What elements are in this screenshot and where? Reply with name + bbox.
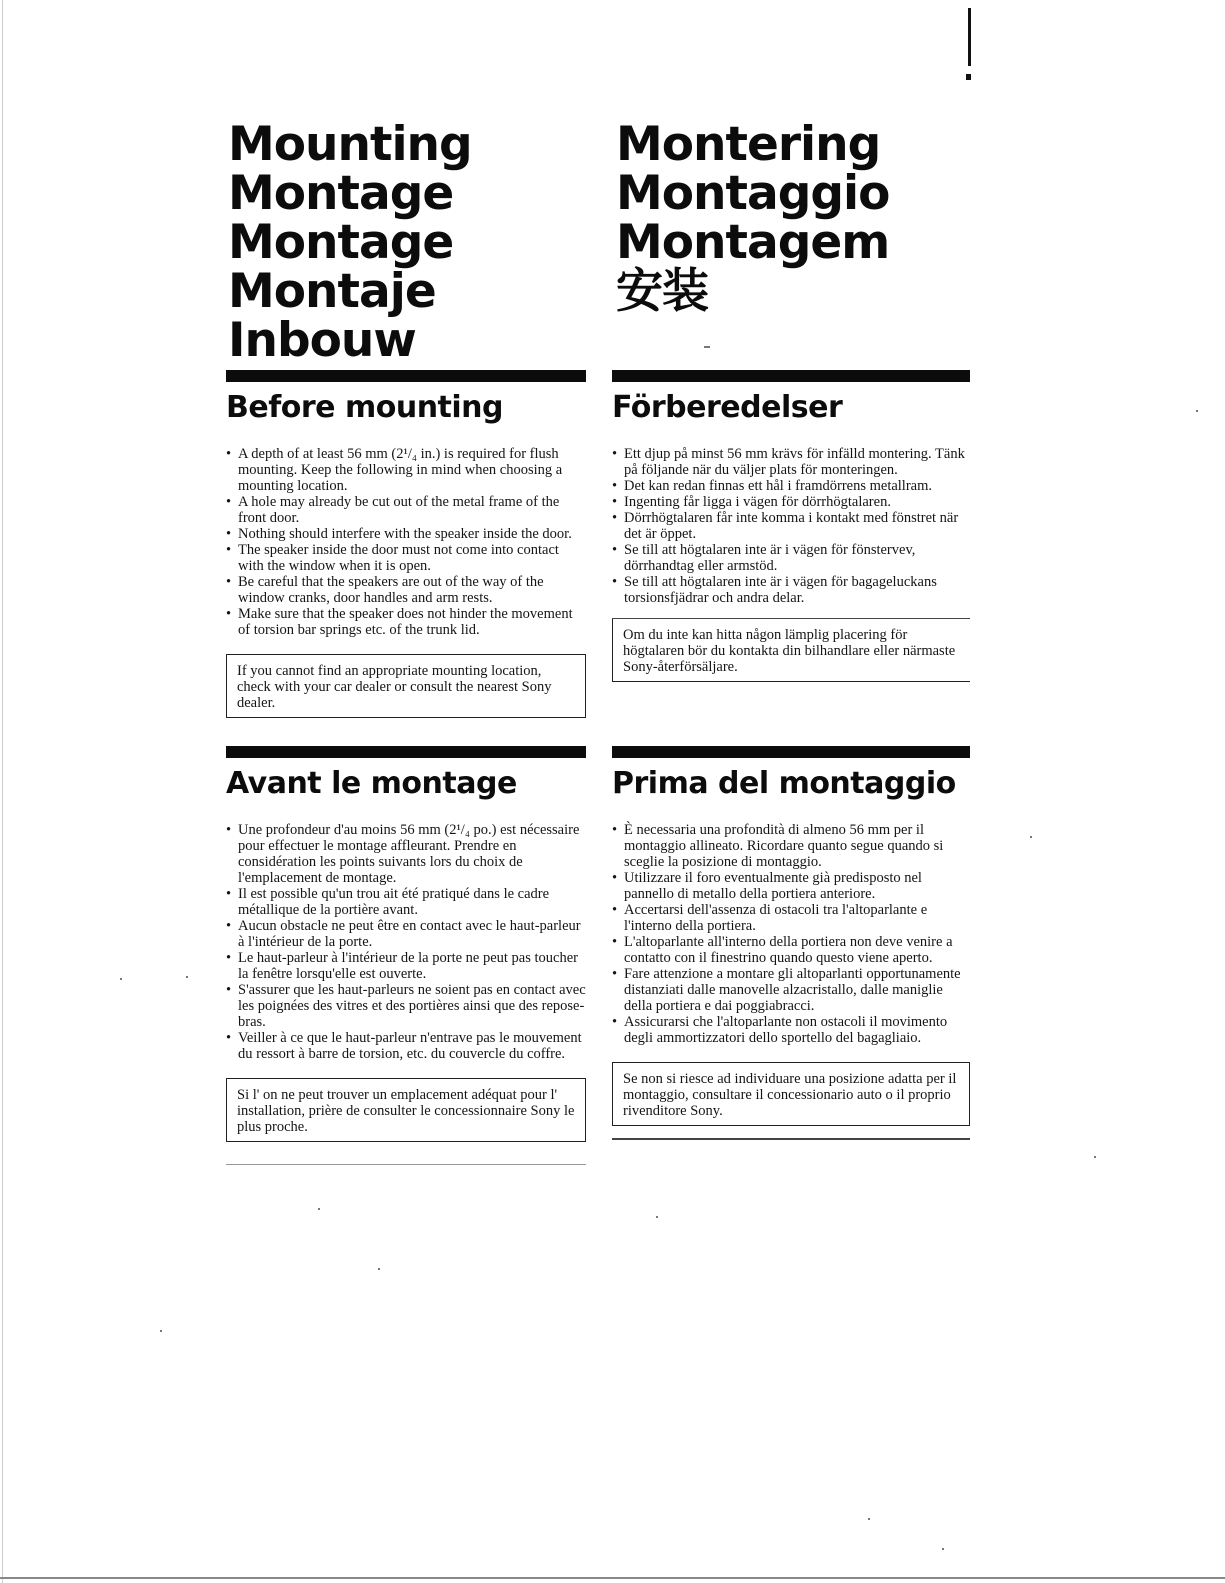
title-list-right — [616, 117, 890, 319]
title-italian: Montaggio — [616, 166, 890, 221]
list-item: • Det kan redan finnas ett hål i framdörrens metallram. — [612, 478, 970, 494]
section-heading: Förberedelser — [612, 390, 843, 425]
list-item: • Be careful that the speakers are out of the way of the window cranks, door handles and arm rests. — [226, 574, 586, 606]
note-box: Se non si riesce ad individuare una posizione adatta per il montaggio, consultare il concessionario auto o il proprio rivenditore Sony. — [612, 1062, 970, 1126]
scan-speck — [1030, 836, 1032, 838]
title-portuguese: Montagem — [616, 215, 890, 270]
list-item: • Accertarsi dell'assenza di ostacoli tra l'altoparlante e l'interno della portiera. — [612, 902, 970, 934]
note-box: If you cannot find an appropriate mounting location, check with your car dealer or consult the nearest Sony dealer. — [226, 654, 586, 718]
scan-speck — [656, 1216, 658, 1218]
scan-speck — [1196, 410, 1198, 412]
section-avant-le-montage — [226, 746, 586, 1165]
title-swedish: Montering — [616, 117, 881, 172]
note-box: Om du inte kan hitta någon lämplig placering för högtalaren bör du kontakta din bilhandlare eller närmaste Sony-återförsäljare. — [612, 619, 970, 682]
title-chinese: 安装 — [616, 264, 708, 319]
scan-speck — [704, 346, 710, 348]
list-item: • Une profondeur d'au moins 56 mm (2¹/₄ po.) est nécessaire pour effectuer le montage affleurant. Prendre en considération les points suivants lors du choix de l'emplacement de montage. — [226, 822, 586, 886]
section-end-rule — [226, 1164, 586, 1165]
list-item: • Se till att högtalaren inte är i vägen för bagageluckans torsionsfjädrar och andra delar. — [612, 574, 970, 606]
scan-bottom-line — [0, 1577, 1225, 1579]
list-item: • Se till att högtalaren inte är i vägen för fönstervev, dörrhandtag eller armstöd. — [612, 542, 970, 574]
section-rule — [226, 746, 586, 758]
list-item: • A hole may already be cut out of the metal frame of the front door. — [226, 494, 586, 526]
list-item: • Assicurarsi che l'altoparlante non ostacoli il movimento degli ammortizzatori dello sportello del bagagliaio. — [612, 1014, 970, 1046]
list-item: • Aucun obstacle ne peut être en contact avec le haut-parleur à l'intérieur de la porte. — [226, 918, 586, 950]
list-item: • Ingenting får ligga i vägen för dörrhögtalaren. — [612, 494, 970, 510]
list-item: • Ett djup på minst 56 mm krävs för infälld montering. Tänk på följande när du väljer plats för monteringen. — [612, 446, 970, 478]
list-item: • Make sure that the speaker does not hinder the movement of torsion bar springs etc. of the trunk lid. — [226, 606, 586, 638]
list-item: • È necessaria una profondità di almeno 56 mm per il montaggio allineato. Ricordare quanto segue quando si sceglie la posizione di montaggio. — [612, 822, 970, 870]
scan-speck — [186, 976, 188, 978]
title-english: Mounting — [228, 117, 472, 172]
title-spanish: Montaje — [228, 264, 436, 319]
section-heading: Prima del montaggio — [612, 766, 956, 801]
bullet-list — [612, 446, 970, 606]
section-heading: Before mounting — [226, 390, 504, 425]
scan-speck — [318, 1208, 320, 1210]
list-item: • Veiller à ce que le haut-parleur n'entrave pas le mouvement du ressort à barre de torsion, etc. du couvercle du coffre. — [226, 1030, 586, 1062]
scan-speck — [120, 978, 122, 980]
list-item: • The speaker inside the door must not come into contact with the window when it is open. — [226, 542, 586, 574]
section-rule — [612, 370, 970, 382]
list-item: • L'altoparlante all'interno della portiera non deve venire a contatto con il finestrino quando questo viene aperto. — [612, 934, 970, 966]
list-item: • Nothing should interfere with the speaker inside the door. — [226, 526, 586, 542]
note-box: Si l' on ne peut trouver un emplacement adéquat pour l' installation, prière de consulter le concessionnaire Sony le plus proche. — [226, 1078, 586, 1142]
title-french: Montage — [228, 166, 454, 221]
list-item: • Dörrhögtalaren får inte komma i kontakt med fönstret när det är öppet. — [612, 510, 970, 542]
bullet-list — [612, 822, 970, 1046]
section-end-rule — [612, 1138, 970, 1140]
list-item: • Fare attenzione a montare gli altoparlanti opportunamente distanziati dalle manovelle alzacristallo, dalle maniglie della portiera e dai poggiabracci. — [612, 966, 970, 1014]
list-item: • Il est possible qu'un trou ait été pratiqué dans le cadre métallique de la portière avant. — [226, 886, 586, 918]
bullet-list — [226, 446, 586, 638]
list-item: • A depth of at least 56 mm (2¹/₄ in.) is required for flush mounting. Keep the following in mind when choosing a mounting location. — [226, 446, 586, 494]
scan-speck — [378, 1268, 380, 1270]
scan-speck — [868, 1518, 870, 1520]
section-rule — [612, 746, 970, 758]
title-dutch: Inbouw — [228, 313, 416, 368]
section-forberedelser — [612, 370, 970, 682]
scan-speck — [1094, 1156, 1096, 1158]
crop-mark-dot — [966, 74, 971, 80]
section-heading: Avant le montage — [226, 766, 517, 801]
section-prima-del-montaggio — [612, 746, 970, 1140]
scan-edge-line — [2, 0, 3, 1583]
title-list-left — [228, 117, 472, 368]
list-item: • Le haut-parleur à l'intérieur de la porte ne peut pas toucher la fenêtre lorsqu'elle est ouverte. — [226, 950, 586, 982]
scan-speck — [160, 1330, 162, 1332]
section-before-mounting — [226, 370, 586, 718]
title-german: Montage — [228, 215, 454, 270]
list-item: • Utilizzare il foro eventualmente già predisposto nel pannello di metallo della portiera anteriore. — [612, 870, 970, 902]
crop-mark — [968, 8, 971, 66]
scan-speck — [942, 1548, 944, 1550]
list-item: • S'assurer que les haut-parleurs ne soient pas en contact avec les poignées des vitres et des portières ainsi que des repose-bras. — [226, 982, 586, 1030]
bullet-list — [226, 822, 586, 1062]
section-rule — [226, 370, 586, 382]
